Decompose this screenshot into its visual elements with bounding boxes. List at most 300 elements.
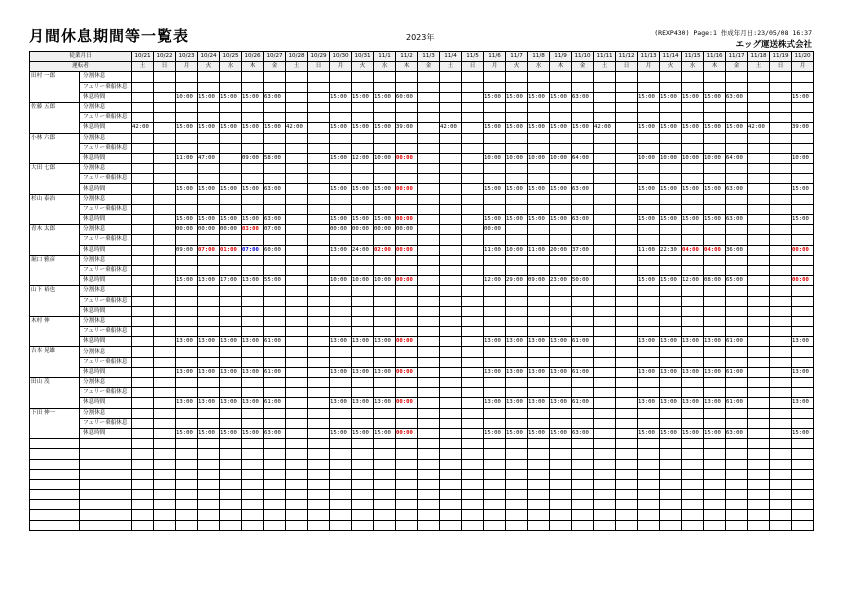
value-cell [330,306,352,316]
date-header-cell: 11/10 [572,52,594,62]
weekday-header-cell: 水 [528,62,550,72]
value-cell [594,408,616,418]
date-header-cell: 11/4 [440,52,462,62]
blank-cell [506,500,528,510]
value-cell [374,174,396,184]
blank-cell [176,520,198,530]
value-cell: 13:00 [682,337,704,347]
value-cell [264,408,286,418]
value-cell [506,306,528,316]
value-cell [660,388,682,398]
value-cell [330,204,352,214]
value-cell [550,255,572,265]
value-cell: 13:00 [176,398,198,408]
value-cell: 15:00 [374,428,396,438]
value-cell [352,235,374,245]
row-type-label: 休息時間 [80,276,132,286]
value-cell [132,408,154,418]
value-cell [506,378,528,388]
value-cell [550,133,572,143]
value-cell [528,225,550,235]
value-cell [462,357,484,367]
value-cell [770,215,792,225]
blank-cell [726,449,748,459]
value-cell [616,204,638,214]
value-cell: 13:00 [220,398,242,408]
value-cell [308,225,330,235]
blank-cell [154,459,176,469]
value-cell [440,296,462,306]
blank-cell [572,479,594,489]
blank-cell [638,439,660,449]
blank-cell [308,500,330,510]
value-cell: 13:00 [374,337,396,347]
value-cell [682,265,704,275]
value-cell [792,255,814,265]
value-cell [792,113,814,123]
value-cell [594,92,616,102]
value-cell [220,133,242,143]
table-row [30,215,814,225]
value-cell [308,133,330,143]
value-cell [418,245,440,255]
value-cell: 36:00 [726,245,748,255]
table-row [30,378,814,388]
value-cell [418,123,440,133]
value-cell: 15:00 [242,184,264,194]
value-cell [484,174,506,184]
value-cell: 63:00 [264,215,286,225]
value-cell [506,255,528,265]
value-cell [132,378,154,388]
value-cell [440,194,462,204]
value-cell [682,82,704,92]
value-cell [572,174,594,184]
value-cell [748,143,770,153]
value-cell [682,72,704,82]
value-cell [462,92,484,102]
value-cell [220,357,242,367]
blank-cell [418,510,440,520]
value-cell [132,113,154,123]
value-cell [242,408,264,418]
blank-cell [462,459,484,469]
value-cell [308,398,330,408]
header-date-label: 従業月日 [30,52,132,62]
value-cell [308,72,330,82]
value-cell [330,265,352,275]
value-cell: 15:00 [638,123,660,133]
blank-cell [682,479,704,489]
date-header-cell: 11/5 [462,52,484,62]
value-cell [616,347,638,357]
blank-row [30,449,814,459]
table-row [30,265,814,275]
value-cell: 13:00 [352,398,374,408]
value-cell [726,164,748,174]
value-cell [264,347,286,357]
value-cell [440,204,462,214]
blank-cell [726,479,748,489]
value-cell [748,378,770,388]
value-cell [418,408,440,418]
value-cell [154,327,176,337]
row-type-label: 分割休息 [80,164,132,174]
table-row [30,367,814,377]
value-cell: 13:00 [330,398,352,408]
blank-cell [352,490,374,500]
value-cell [770,388,792,398]
table-row [30,184,814,194]
value-cell [440,164,462,174]
value-cell [132,398,154,408]
value-cell [638,72,660,82]
value-cell: 15:00 [528,123,550,133]
value-cell [660,378,682,388]
value-cell [396,296,418,306]
value-cell [308,184,330,194]
value-cell [198,316,220,326]
blank-cell [440,500,462,510]
value-cell [198,388,220,398]
value-cell [506,316,528,326]
value-cell [462,174,484,184]
blank-cell [726,439,748,449]
value-cell [572,388,594,398]
value-cell [616,174,638,184]
blank-cell [748,479,770,489]
value-cell [440,306,462,316]
weekday-header-cell: 水 [682,62,704,72]
value-cell [132,316,154,326]
blank-cell [484,469,506,479]
table-row [30,245,814,255]
blank-cell [30,490,80,500]
value-cell [506,418,528,428]
value-cell [506,143,528,153]
blank-cell [418,479,440,489]
value-cell [770,428,792,438]
value-cell [660,133,682,143]
value-cell [572,133,594,143]
value-cell [594,245,616,255]
value-cell: 13:00 [352,367,374,377]
value-cell: 15:00 [726,123,748,133]
date-header-cell: 11/9 [550,52,572,62]
value-cell [264,143,286,153]
value-cell [286,316,308,326]
value-cell [396,72,418,82]
value-cell [220,408,242,418]
value-cell [176,235,198,245]
blank-cell [682,500,704,510]
blank-cell [550,439,572,449]
value-cell [704,133,726,143]
value-cell [220,194,242,204]
blank-cell [506,449,528,459]
value-cell [418,265,440,275]
value-cell [792,102,814,112]
value-cell [462,316,484,326]
value-cell: 15:00 [682,215,704,225]
value-cell: 10:00 [484,153,506,163]
value-cell: 61:00 [726,367,748,377]
value-cell [594,102,616,112]
value-cell [352,133,374,143]
blank-cell [352,439,374,449]
value-cell [594,194,616,204]
value-cell [198,255,220,265]
value-cell [572,265,594,275]
value-cell [462,235,484,245]
value-cell [594,296,616,306]
weekday-header-cell: 火 [506,62,528,72]
value-cell: 00:00 [396,367,418,377]
value-cell [132,102,154,112]
blank-cell [792,439,814,449]
row-type-label: フェリー乗船休息 [80,204,132,214]
value-cell [154,102,176,112]
blank-cell [286,459,308,469]
value-cell [770,143,792,153]
value-cell [462,225,484,235]
value-cell [396,378,418,388]
value-cell [704,174,726,184]
value-cell: 10:00 [682,153,704,163]
value-cell [308,153,330,163]
value-cell [418,143,440,153]
value-cell: 10:00 [792,153,814,163]
value-cell: 15:00 [198,123,220,133]
value-cell [462,367,484,377]
value-cell: 13:00 [682,398,704,408]
row-type-label: 分割休息 [80,194,132,204]
blank-cell [198,490,220,500]
value-cell [308,164,330,174]
value-cell [330,296,352,306]
blank-row [30,469,814,479]
value-cell [572,347,594,357]
value-cell [440,113,462,123]
value-cell [242,255,264,265]
value-cell [308,428,330,438]
value-cell [132,143,154,153]
value-cell [308,123,330,133]
value-cell: 15:00 [352,92,374,102]
value-cell [330,102,352,112]
value-cell [638,265,660,275]
blank-cell [220,449,242,459]
value-cell [704,357,726,367]
blank-cell [616,490,638,500]
value-cell [572,306,594,316]
value-cell [792,225,814,235]
value-cell [440,367,462,377]
blank-cell [484,500,506,510]
value-cell [660,82,682,92]
value-cell: 15:00 [550,428,572,438]
row-type-label: 分割休息 [80,408,132,418]
value-cell [330,357,352,367]
value-cell [132,235,154,245]
value-cell [594,225,616,235]
value-cell [440,235,462,245]
value-cell: 13:00 [352,337,374,347]
value-cell [286,92,308,102]
value-cell [418,418,440,428]
value-cell: 15:00 [484,184,506,194]
blank-cell [374,469,396,479]
row-type-label: 休息時間 [80,337,132,347]
value-cell [132,388,154,398]
value-cell [748,255,770,265]
value-cell [616,428,638,438]
date-header-cell: 11/20 [792,52,814,62]
value-cell [352,378,374,388]
blank-cell [242,449,264,459]
blank-cell [550,510,572,520]
value-cell [572,72,594,82]
value-cell [330,72,352,82]
value-cell [220,153,242,163]
blank-cell [616,510,638,520]
value-cell [132,184,154,194]
blank-cell [484,479,506,489]
value-cell: 15:00 [528,184,550,194]
blank-cell [352,459,374,469]
value-cell [242,72,264,82]
weekday-header-cell: 金 [572,62,594,72]
value-cell [198,72,220,82]
value-cell [550,316,572,326]
value-cell [594,164,616,174]
value-cell: 08:00 [704,276,726,286]
value-cell [286,133,308,143]
value-cell [506,408,528,418]
value-cell [704,235,726,245]
table-row [30,337,814,347]
value-cell: 15:00 [704,428,726,438]
blank-cell [704,439,726,449]
value-cell [264,265,286,275]
value-cell [770,347,792,357]
value-cell [308,418,330,428]
value-cell [440,215,462,225]
value-cell: 11:00 [528,245,550,255]
blank-cell [770,449,792,459]
blank-cell [242,469,264,479]
value-cell [154,194,176,204]
blank-cell [30,439,80,449]
value-cell [770,276,792,286]
value-cell: 13:00 [506,337,528,347]
value-cell [440,357,462,367]
blank-cell [286,449,308,459]
value-cell [550,225,572,235]
value-cell [506,82,528,92]
value-cell [616,388,638,398]
weekday-header-cell: 火 [352,62,374,72]
value-cell [748,102,770,112]
value-cell: 42:00 [132,123,154,133]
blank-cell [352,449,374,459]
value-cell [748,225,770,235]
value-cell [792,286,814,296]
value-cell [528,418,550,428]
value-cell: 61:00 [572,337,594,347]
date-header-cell: 11/1 [374,52,396,62]
value-cell [286,164,308,174]
date-header-cell: 10/27 [264,52,286,62]
value-cell [132,225,154,235]
value-cell [352,408,374,418]
value-cell [374,286,396,296]
value-cell: 63:00 [264,428,286,438]
value-cell [154,204,176,214]
value-cell [484,164,506,174]
value-cell: 15:00 [792,92,814,102]
value-cell [682,194,704,204]
value-cell [374,418,396,428]
value-cell [308,92,330,102]
value-cell [242,388,264,398]
value-cell [242,113,264,123]
value-cell [374,357,396,367]
value-cell: 15:00 [242,428,264,438]
value-cell [484,408,506,418]
page-title: 月間休息期間等一覧表 [29,27,190,45]
value-cell: 15:00 [792,184,814,194]
weekday-header-cell: 月 [176,62,198,72]
value-cell [550,174,572,184]
value-cell [220,102,242,112]
value-cell [132,347,154,357]
value-cell [176,113,198,123]
value-cell [748,184,770,194]
value-cell [572,378,594,388]
table-row [30,276,814,286]
value-cell: 15:00 [638,428,660,438]
value-cell [550,408,572,418]
table-row [30,388,814,398]
value-cell [682,225,704,235]
value-cell [308,347,330,357]
value-cell: 42:00 [594,123,616,133]
value-cell: 61:00 [264,337,286,347]
value-cell [616,215,638,225]
value-cell [638,357,660,367]
value-cell [704,378,726,388]
value-cell [726,235,748,245]
row-type-label: 休息時間 [80,367,132,377]
value-cell: 15:00 [242,123,264,133]
value-cell [616,316,638,326]
blank-cell [352,479,374,489]
value-cell: 42:00 [286,123,308,133]
value-cell [286,194,308,204]
blank-cell [770,479,792,489]
value-cell [770,245,792,255]
blank-cell [220,490,242,500]
value-cell [286,367,308,377]
value-cell [396,357,418,367]
value-cell [660,102,682,112]
value-cell [660,418,682,428]
value-cell: 15:00 [506,215,528,225]
value-cell [352,316,374,326]
blank-cell [220,510,242,520]
value-cell: 15:00 [176,276,198,286]
